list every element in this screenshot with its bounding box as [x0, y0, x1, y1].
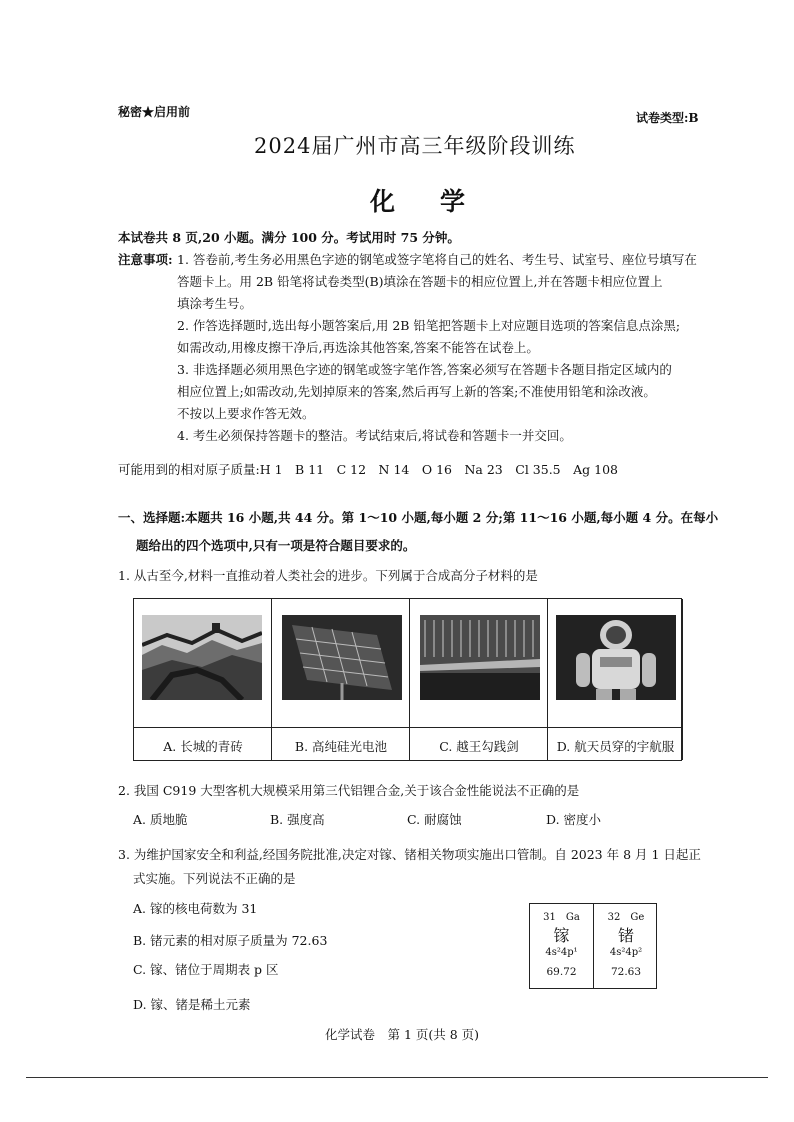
- element-name: 锗: [617, 926, 634, 945]
- q2-option-a: A. 质地脆: [133, 812, 188, 827]
- secret-label: 秘密★启用前: [118, 105, 191, 119]
- spacesuit-photo: [556, 615, 676, 700]
- q2-option-c: C. 耐腐蚀: [407, 812, 462, 827]
- note-line: 相应位置上;如需改动,先划掉原来的答案,然后再写上新的答案;不准使用铅笔和涂改液。: [177, 384, 656, 399]
- section-heading: 一、选择题:本题共 16 小题,共 44 分。第 1～10 小题,每小题 2 分;第 11～16 小题,每小题 4 分。在每小: [118, 510, 719, 525]
- caption-divider: [134, 727, 681, 728]
- question-3-stem: 3. 为维护国家安全和利益,经国务院批准,决定对镓、锗相关物项实施出口管制。自 2023 年 8 月 1 日起正: [118, 847, 701, 862]
- paper-type: 试卷类型:B: [636, 111, 699, 125]
- sword-photo: [420, 615, 540, 700]
- great-wall-photo: [142, 615, 262, 700]
- element-cell-ge: [594, 904, 658, 988]
- periodic-table-excerpt: [529, 903, 657, 989]
- q3-option-d: D. 镓、锗是稀土元素: [133, 997, 251, 1012]
- note-line: 1. 答卷前,考生务必用黑色字迹的钢笔或签字笔将自己的姓名、考生号、试室号、座位号填写在: [177, 252, 697, 267]
- element-number: 32 Ge: [607, 912, 645, 923]
- note-line: 答题卡上。用 2B 铅笔将试卷类型(B)填涂在答题卡的相应位置上,并在答题卡相应位置上: [177, 274, 663, 289]
- note-line: 不按以上要求作答无效。: [177, 406, 315, 421]
- note-line: 2. 作答选择题时,选出每小题答案后,用 2B 铅笔把答题卡上对应题目选项的答案信息点涂黑;: [177, 318, 681, 333]
- q3-option-b: B. 锗元素的相对原子质量为 72.63: [133, 933, 328, 948]
- q1-option-c: C. 越王勾践剑: [439, 739, 519, 754]
- exam-intro: 本试卷共 8 页,20 小题。满分 100 分。考试用时 75 分钟。: [118, 230, 460, 245]
- option-cell-d: [548, 599, 683, 760]
- element-cell-ga: [530, 904, 594, 988]
- solar-panel-photo: [282, 615, 402, 700]
- element-mass: 69.72: [546, 966, 577, 978]
- q1-option-a: A. 长城的青砖: [163, 739, 243, 754]
- question-1-stem: 1. 从古至今,材料一直推动着人类社会的进步。下列属于合成高分子材料的是: [118, 568, 538, 583]
- question-1-image-table: [133, 598, 682, 761]
- element-name: 镓: [553, 926, 570, 945]
- element-config: 4s²4p¹: [545, 947, 578, 958]
- note-line: 填涂考生号。: [177, 296, 253, 311]
- element-number: 31 Ga: [543, 912, 580, 923]
- bottom-border-line: [26, 1077, 768, 1078]
- subject-title: 化 学: [370, 187, 476, 216]
- page-footer: 化学试卷 第 1 页(共 8 页): [325, 1027, 480, 1042]
- question-3-stem-cont: 式实施。下列说法不正确的是: [133, 871, 296, 886]
- notes-label: 注意事项:: [118, 252, 173, 267]
- q1-option-b: B. 高纯硅光电池: [294, 739, 388, 754]
- element-config: 4s²4p²: [609, 947, 643, 958]
- q2-option-b: B. 强度高: [270, 812, 325, 827]
- option-cell-a: [134, 599, 272, 760]
- question-2-stem: 2. 我国 C919 大型客机大规模采用第三代铝锂合金,关于该合金性能说法不正确的是: [118, 783, 580, 798]
- option-cell-c: [410, 599, 548, 760]
- q3-option-a: A. 镓的核电荷数为 31: [133, 901, 258, 916]
- q1-option-d: D. 航天员穿的宇航服: [556, 739, 675, 754]
- section-heading-cont: 题给出的四个选项中,只有一项是符合题目要求的。: [136, 538, 416, 553]
- q3-option-c: C. 镓、锗位于周期表 p 区: [133, 962, 279, 977]
- note-line: 4. 考生必须保持答题卡的整洁。考试结束后,将试卷和答题卡一并交回。: [177, 428, 572, 443]
- q2-option-d: D. 密度小: [546, 812, 602, 827]
- note-line: 3. 非选择题必须用黑色字迹的钢笔或签字笔作答,答案必须写在答题卡各题目指定区域内的: [177, 362, 672, 377]
- atomic-masses: 可能用到的相对原子质量:H 1 B 11 C 12 N 14 O 16 Na 23 Cl 35.5 Ag 108: [118, 462, 618, 477]
- element-mass: 72.63: [610, 966, 642, 978]
- option-cell-b: [272, 599, 410, 760]
- page-title: 2024届广州市高三年级阶段训练: [254, 134, 576, 158]
- note-line: 如需改动,用橡皮擦干净后,再选涂其他答案,答案不能答在试卷上。: [177, 340, 539, 355]
